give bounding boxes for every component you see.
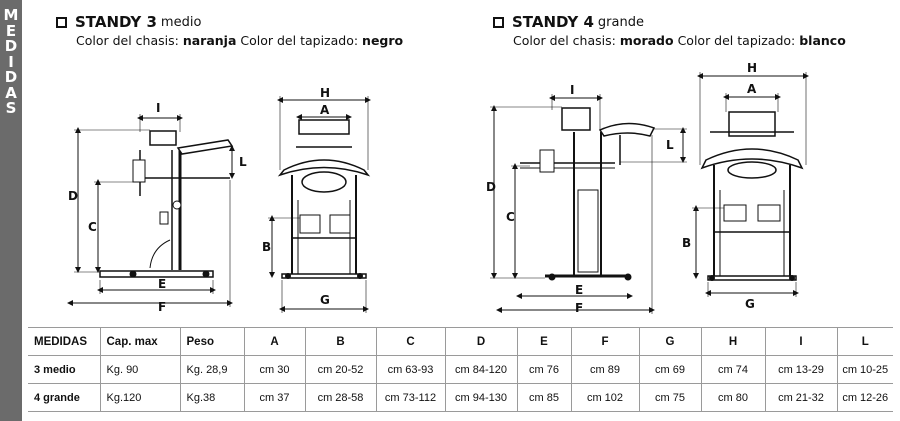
chassis-color: morado bbox=[619, 33, 674, 48]
table-header-row bbox=[28, 328, 893, 356]
table-header: H bbox=[701, 328, 765, 356]
table-header: Peso bbox=[180, 328, 244, 356]
side-letter: M bbox=[3, 6, 19, 24]
side-letter: I bbox=[8, 52, 14, 71]
chassis-label: Color del chasis: bbox=[76, 33, 179, 48]
table-row bbox=[28, 356, 893, 384]
table-header: MEDIDAS bbox=[28, 328, 100, 356]
table-cell: cm 37 bbox=[244, 384, 305, 412]
table-cell: cm 21-32 bbox=[765, 384, 837, 412]
dim-label-h: H bbox=[747, 61, 758, 75]
table-cell: cm 89 bbox=[571, 356, 639, 384]
table-cell: cm 85 bbox=[517, 384, 571, 412]
dim-label-l: L bbox=[239, 155, 247, 169]
dim-label-c: C bbox=[88, 220, 97, 234]
model-size: grande bbox=[597, 14, 644, 30]
upholstery-label: Color del tapizado: bbox=[677, 33, 796, 48]
dim-label-c: C bbox=[506, 210, 515, 224]
dim-label-a: A bbox=[320, 103, 330, 117]
side-letter: E bbox=[5, 21, 17, 40]
table-cell: Kg. 28,9 bbox=[180, 356, 244, 384]
chassis-label: Color del chasis: bbox=[513, 33, 616, 48]
dim-label-b: B bbox=[262, 240, 272, 254]
dim-label-f: F bbox=[575, 301, 584, 315]
side-letter: S bbox=[5, 99, 17, 117]
standy4-front-drawing bbox=[702, 112, 802, 281]
table-header: L bbox=[837, 328, 893, 356]
standy4-front-dimensions bbox=[692, 72, 806, 297]
table-cell: cm 102 bbox=[571, 384, 639, 412]
table-cell: 3 medio bbox=[28, 356, 100, 384]
standy4-side-drawing bbox=[520, 108, 654, 280]
table-cell: Kg.120 bbox=[100, 384, 180, 412]
table-header: I bbox=[765, 328, 837, 356]
table-cell: cm 20-52 bbox=[305, 356, 376, 384]
table-cell: 4 grande bbox=[28, 384, 100, 412]
table-cell: cm 30 bbox=[244, 356, 305, 384]
table-header: G bbox=[639, 328, 701, 356]
table-cell: Kg. 90 bbox=[100, 356, 180, 384]
table-cell: cm 94-130 bbox=[445, 384, 517, 412]
table-cell: cm 63-93 bbox=[376, 356, 445, 384]
standy3-front-drawing bbox=[280, 120, 368, 279]
dim-label-b: B bbox=[682, 236, 692, 250]
dim-label-i: I bbox=[156, 101, 161, 115]
measurements-table bbox=[28, 327, 893, 412]
dim-label-d: D bbox=[68, 189, 78, 203]
table-cell: cm 75 bbox=[639, 384, 701, 412]
table-cell: cm 28-58 bbox=[305, 384, 376, 412]
table-header: D bbox=[445, 328, 517, 356]
table-header: Cap. max bbox=[100, 328, 180, 356]
side-letter: D bbox=[4, 37, 18, 55]
upholstery-label: Color del tapizado: bbox=[240, 33, 359, 48]
side-letter: D bbox=[4, 68, 18, 86]
table-header: F bbox=[571, 328, 639, 356]
dim-label-i: I bbox=[570, 83, 575, 97]
dim-label-g: G bbox=[320, 293, 330, 307]
table-row bbox=[28, 384, 893, 412]
table-header: B bbox=[305, 328, 376, 356]
table-header: E bbox=[517, 328, 571, 356]
side-letter: A bbox=[5, 83, 17, 102]
upholstery-color: blanco bbox=[799, 33, 846, 48]
dim-label-e: E bbox=[575, 283, 584, 297]
dim-label-f: F bbox=[158, 300, 167, 314]
table-cell: Kg.38 bbox=[180, 384, 244, 412]
dim-label-a: A bbox=[747, 82, 757, 96]
upholstery-color: negro bbox=[362, 33, 404, 48]
table-cell: cm 80 bbox=[701, 384, 765, 412]
table-cell: cm 84-120 bbox=[445, 356, 517, 384]
dim-label-l: L bbox=[666, 138, 674, 152]
dim-label-h: H bbox=[320, 86, 331, 100]
table-header: A bbox=[244, 328, 305, 356]
table-cell: cm 69 bbox=[639, 356, 701, 384]
table-cell: cm 10-25 bbox=[837, 356, 893, 384]
dim-label-e: E bbox=[158, 277, 167, 291]
table-cell: cm 74 bbox=[701, 356, 765, 384]
dim-label-d: D bbox=[486, 180, 496, 194]
table-cell: cm 76 bbox=[517, 356, 571, 384]
table-cell: cm 12-26 bbox=[837, 384, 893, 412]
standy3-side-drawing bbox=[100, 131, 232, 277]
chassis-color: naranja bbox=[182, 33, 237, 48]
table-cell: cm 73-112 bbox=[376, 384, 445, 412]
model-name: STANDY 3 bbox=[75, 13, 157, 31]
model-name: STANDY 4 bbox=[512, 13, 594, 31]
table-cell: cm 13-29 bbox=[765, 356, 837, 384]
table-header: C bbox=[376, 328, 445, 356]
model-size: medio bbox=[160, 14, 202, 30]
dim-label-g: G bbox=[745, 297, 755, 311]
